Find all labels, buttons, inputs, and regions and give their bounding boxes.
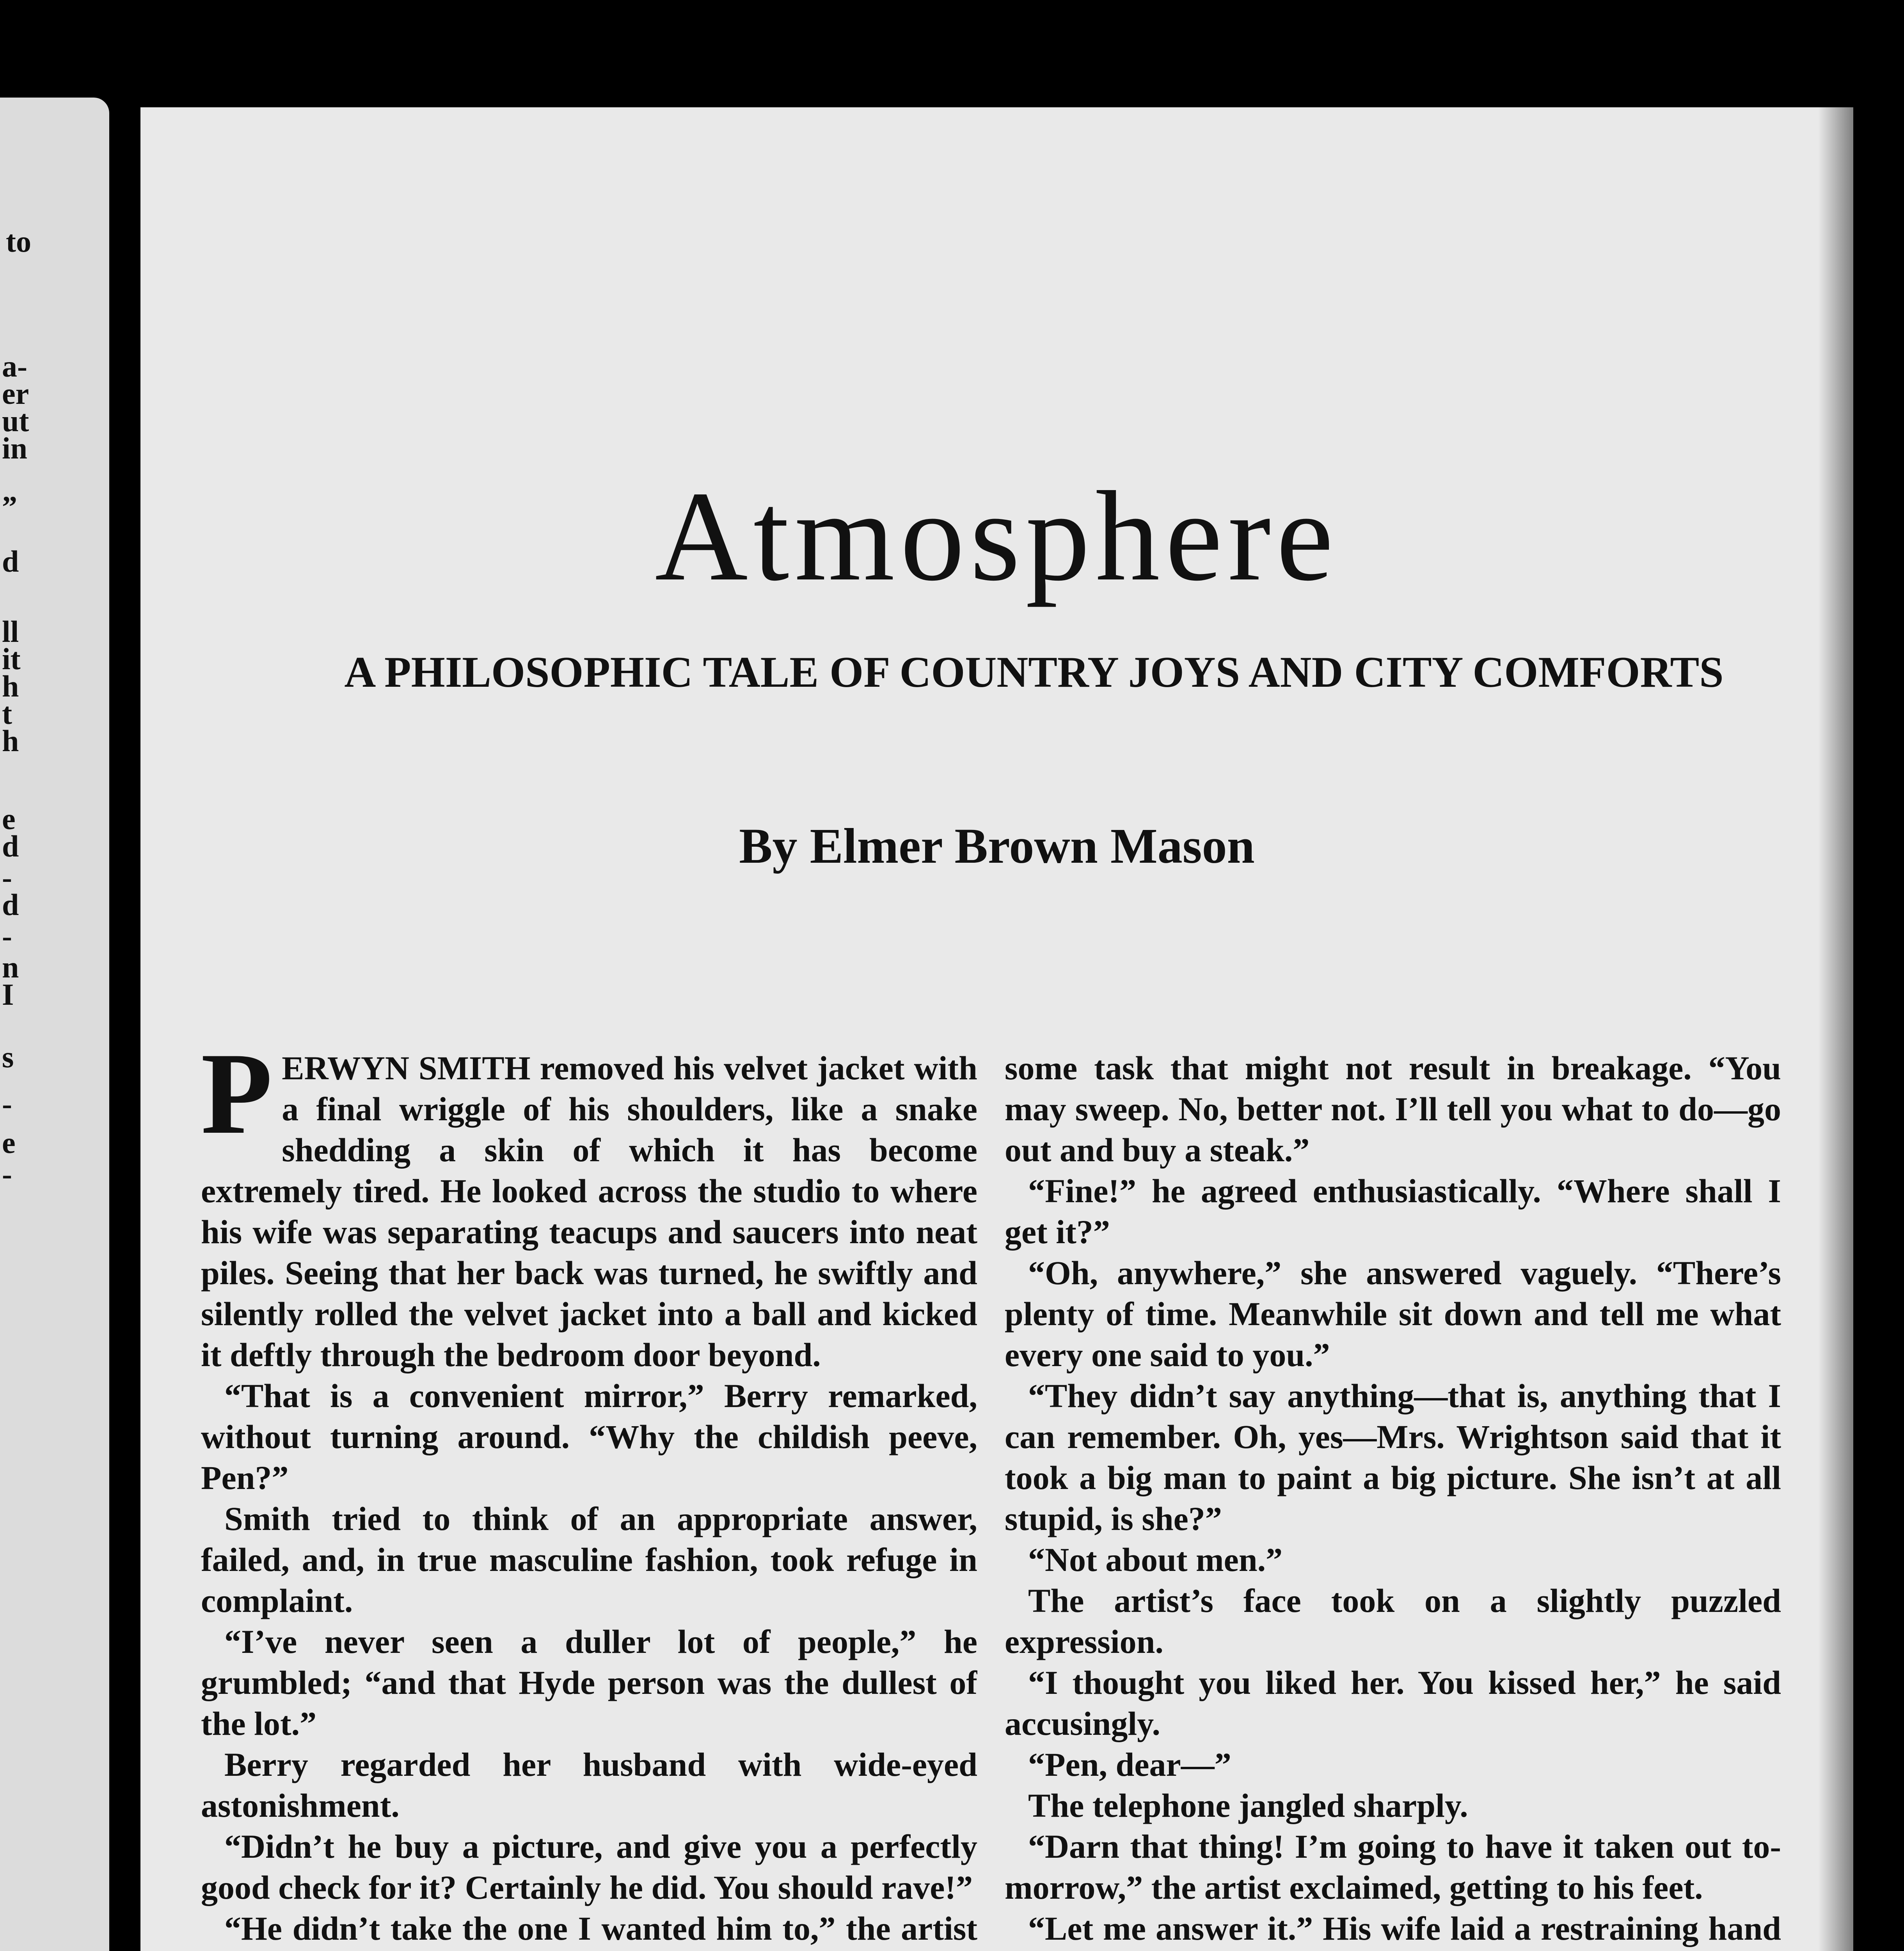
previous-page-text-fragment: s — [2, 1040, 14, 1074]
previous-page-text-fragment: it — [2, 642, 21, 676]
previous-page-text-fragment: ” — [2, 490, 17, 524]
article-title: Atmosphere — [655, 465, 1339, 608]
body-paragraph: The artist’s face took on a slightly puzzled expression. — [1005, 1582, 1781, 1660]
body-paragraph: “I thought you liked her. You kissed her,” he said accusingly. — [1005, 1664, 1781, 1742]
previous-page-text-fragment: ll — [2, 615, 19, 649]
article-subtitle: A PHILOSOPHIC TALE OF COUNTRY JOYS AND CITY COMFORTS — [344, 648, 1724, 697]
previous-page-text-fragment: in — [2, 431, 28, 465]
body-paragraph: “Darn that thing! I’m going to have it taken out to-morrow,” the artist exclaimed, getting to his feet. — [1005, 1828, 1781, 1906]
body-paragraph: some task that might not result in breakage. “You may sweep. No, better not. I’ll tell you what to do—go out and buy a steak.” — [1005, 1049, 1781, 1169]
previous-page-text-fragment: d — [2, 829, 19, 863]
text-column-right — [1005, 1048, 1781, 1951]
previous-page-text-fragment: ut — [2, 404, 29, 438]
body-paragraph: “That is a convenient mirror,” Berry remarked, without turning around. “Why the childish peeve, Pen?” — [201, 1377, 977, 1496]
previous-page-text-fragment: t — [2, 697, 12, 730]
opening-paragraph-text: ERWYN SMITH removed his velvet jacket with a final wriggle of his shoulders, like a snake shedding a skin of which it has become extremely tired. He looked across the studio to where his wife was separating teacups and saucers into neat piles. Seeing that her back was turned, he swiftly and silently rolled the velvet jacket into a ball and kicked it deftly through the bedroom door beyond. — [201, 1049, 977, 1374]
previous-page-text-fragment: a- — [2, 349, 27, 383]
previous-page-text-fragment: n — [2, 950, 19, 984]
body-paragraph: “Pen, dear—” — [1028, 1746, 1231, 1783]
previous-page-text-fragment: to — [6, 224, 31, 258]
magazine-page — [140, 107, 1853, 1951]
previous-page-text-fragment: - — [2, 1087, 12, 1121]
opening-paragraph — [201, 1048, 977, 1375]
previous-page-text-fragment: e — [2, 802, 16, 836]
body-paragraph: Berry regarded her husband with wide-eyed astonishment. — [201, 1746, 977, 1824]
body-paragraph: “Didn’t he buy a picture, and give you a perfectly good check for it? Certainly he did. You should rave!” — [201, 1828, 977, 1906]
body-paragraph: The telephone jangled sharply. — [1028, 1787, 1468, 1824]
body-paragraph: Smith tried to think of an appropriate answer, failed, and, in true masculine fashion, took refuge in complaint. — [201, 1500, 977, 1619]
text-column-left — [201, 1048, 977, 1951]
body-paragraph: “Fine!” he agreed enthusiastically. “Where shall I get it?” — [1005, 1172, 1781, 1251]
previous-page-text-fragment: I — [2, 977, 14, 1011]
previous-page-text-fragment: e — [2, 1126, 16, 1160]
previous-page-text-fragment: h — [2, 724, 19, 758]
drop-cap: P — [201, 1048, 273, 1158]
body-paragraph: “He didn’t take the one I wanted him to,” the artist — [224, 1910, 977, 1947]
previous-page-text-fragment: d — [2, 544, 19, 578]
body-paragraph: “Let me answer it.” His wife laid a restraining hand — [1028, 1910, 1781, 1947]
previous-page-text-fragment: - — [2, 860, 12, 894]
previous-page-text-fragment: h — [2, 669, 19, 703]
body-paragraph: “I’ve never seen a duller lot of people,” he grumbled; “and that Hyde person was the dullest of the lot.” — [201, 1623, 977, 1742]
previous-page-text-fragment: - — [2, 919, 12, 953]
body-paragraph: “Not about men.” — [1028, 1541, 1283, 1578]
previous-page-text-fragment: - — [2, 1157, 12, 1191]
body-paragraph: “Oh, anywhere,” she answered vaguely. “There’s plenty of time. Meanwhile sit down and tell me what every one said to you.” — [1005, 1254, 1781, 1374]
body-paragraph: “They didn’t say anything—that is, anything that I can remember. Oh, yes—Mrs. Wrightson said that it took a big man to paint a big picture. She isn’t at all stupid, is she?” — [1005, 1377, 1781, 1537]
article-byline: By Elmer Brown Mason — [739, 818, 1255, 874]
previous-page-edge — [0, 98, 109, 1951]
previous-page-text-fragment: d — [2, 888, 19, 922]
page-gutter-shadow — [1818, 107, 1853, 1951]
previous-page-text-fragment: er — [2, 377, 29, 410]
